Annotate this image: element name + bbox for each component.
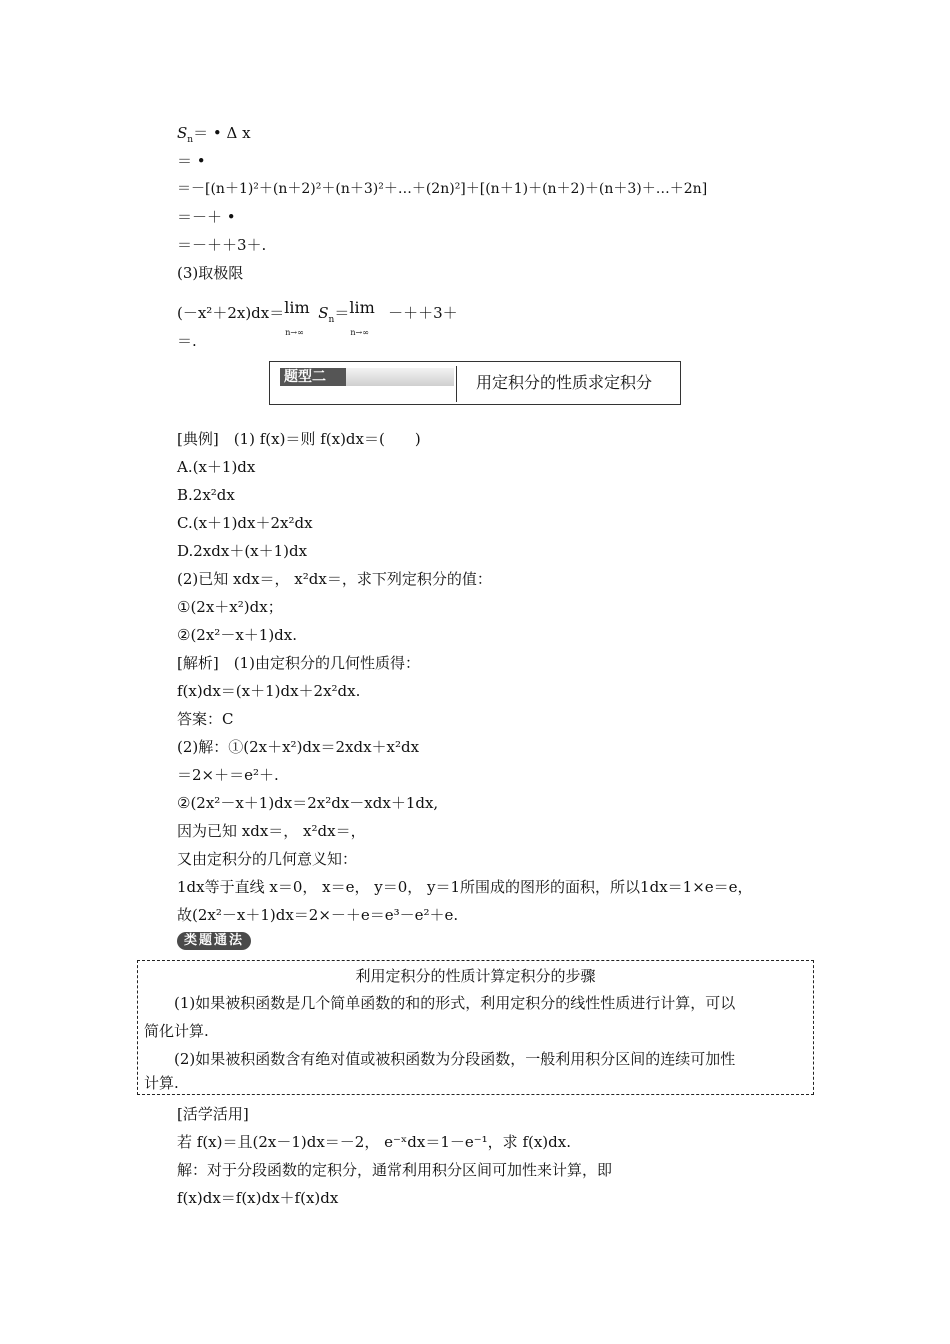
method-badge: 类题通法 xyxy=(177,932,251,950)
section-header xyxy=(269,361,681,405)
solution-line: f(x)dx＝(x＋1)dx＋2x²dx. xyxy=(177,682,361,700)
solution-line: [解析] (1)由定积分的几何性质得： xyxy=(177,654,420,672)
option-b: B.2x²dx xyxy=(177,486,235,504)
solution-line: (2)解：①(2x＋x²)dx＝2xdx＋x²dx xyxy=(177,738,420,756)
method-paragraph: 简化计算. xyxy=(144,1022,209,1040)
solution-line: 故(2x²－x＋1)dx＝2×－＋e＝e³－e²＋e. xyxy=(177,906,459,924)
method-paragraph: (1)如果被积函数是几个简单函数的和的形式，利用定积分的线性性质进行计算，可以 xyxy=(174,994,736,1012)
option-a: A.(x＋1)dx xyxy=(177,458,256,476)
derivation-line: ＝－＋＋3＋. xyxy=(177,236,267,254)
option-c: C.(x＋1)dx＋2x²dx xyxy=(177,514,313,532)
option-d: D.2xdx＋(x＋1)dx xyxy=(177,542,308,560)
solution-line: ②(2x²－x＋1)dx＝2x²dx－xdx＋1dx, xyxy=(177,794,439,812)
section-tag-label: 题型二 xyxy=(280,368,346,386)
example-question: [典例] (1) f(x)＝则 f(x)dx＝( ) xyxy=(177,430,421,448)
method-title: 利用定积分的性质计算定积分的步骤 xyxy=(355,967,596,985)
section-title: 用定积分的性质求定积分 xyxy=(476,373,653,392)
method-paragraph: (2)如果被积函数含有绝对值或被积函数为分段函数，一般利用积分区间的连续可加性 xyxy=(174,1050,736,1068)
limit-symbol: lim n→∞ xyxy=(349,298,375,337)
solution-line: 1dx等于直线 x＝0， x＝e， y＝0， y＝1所围成的图形的面积，所以1dx＝1×e＝e， xyxy=(177,878,753,896)
divider xyxy=(456,366,457,402)
derivation-line: ＝－[(n＋1)²＋(n＋2)²＋(n＋3)²＋…＋(2n)²]＋[(n＋1)＋(n＋2)＋(n＋3)＋…＋2n] xyxy=(177,181,708,197)
solution-line: 因为已知 xdx＝， x²dx＝， xyxy=(177,822,366,840)
section-tag xyxy=(280,368,454,386)
derivation-line: ＝. xyxy=(177,332,197,350)
derivation-line: ＝ • xyxy=(177,152,206,170)
example-question-2: (2)已知 xdx＝， x²dx＝，求下列定积分的值： xyxy=(177,570,492,588)
practice-title: [活学活用] xyxy=(177,1105,249,1123)
derivation-line: ＝－＋ • xyxy=(177,208,236,226)
answer: 答案：C xyxy=(177,710,234,728)
solution-line: 又由定积分的几何意义知： xyxy=(177,850,358,868)
sum-line: $S_n=$ • Δ x xyxy=(177,124,251,145)
sub-question: ②(2x²－x＋1)dx. xyxy=(177,626,298,644)
method-box xyxy=(137,960,814,1095)
practice-solution: 解：对于分段函数的定积分，通常利用积分区间可加性来计算，即 xyxy=(177,1161,613,1179)
limit-line: (－x²＋2x)dx＝ lim n→∞ $S_n=$ lim n→∞ －＋＋3＋ xyxy=(177,298,458,337)
practice-question: 若 f(x)＝且(2x－1)dx＝－2， e⁻ˣdx＝1－e⁻¹，求 f(x)dx. xyxy=(177,1133,571,1151)
derivation-step: (3)取极限 xyxy=(177,264,244,282)
limit-symbol: lim n→∞ xyxy=(284,298,310,337)
practice-solution: f(x)dx＝f(x)dx＋f(x)dx xyxy=(177,1189,339,1207)
method-paragraph: 计算. xyxy=(144,1074,179,1092)
sub-question: ①(2x＋x²)dx； xyxy=(177,598,283,616)
solution-line: ＝2×＋＝e²＋. xyxy=(177,766,279,784)
